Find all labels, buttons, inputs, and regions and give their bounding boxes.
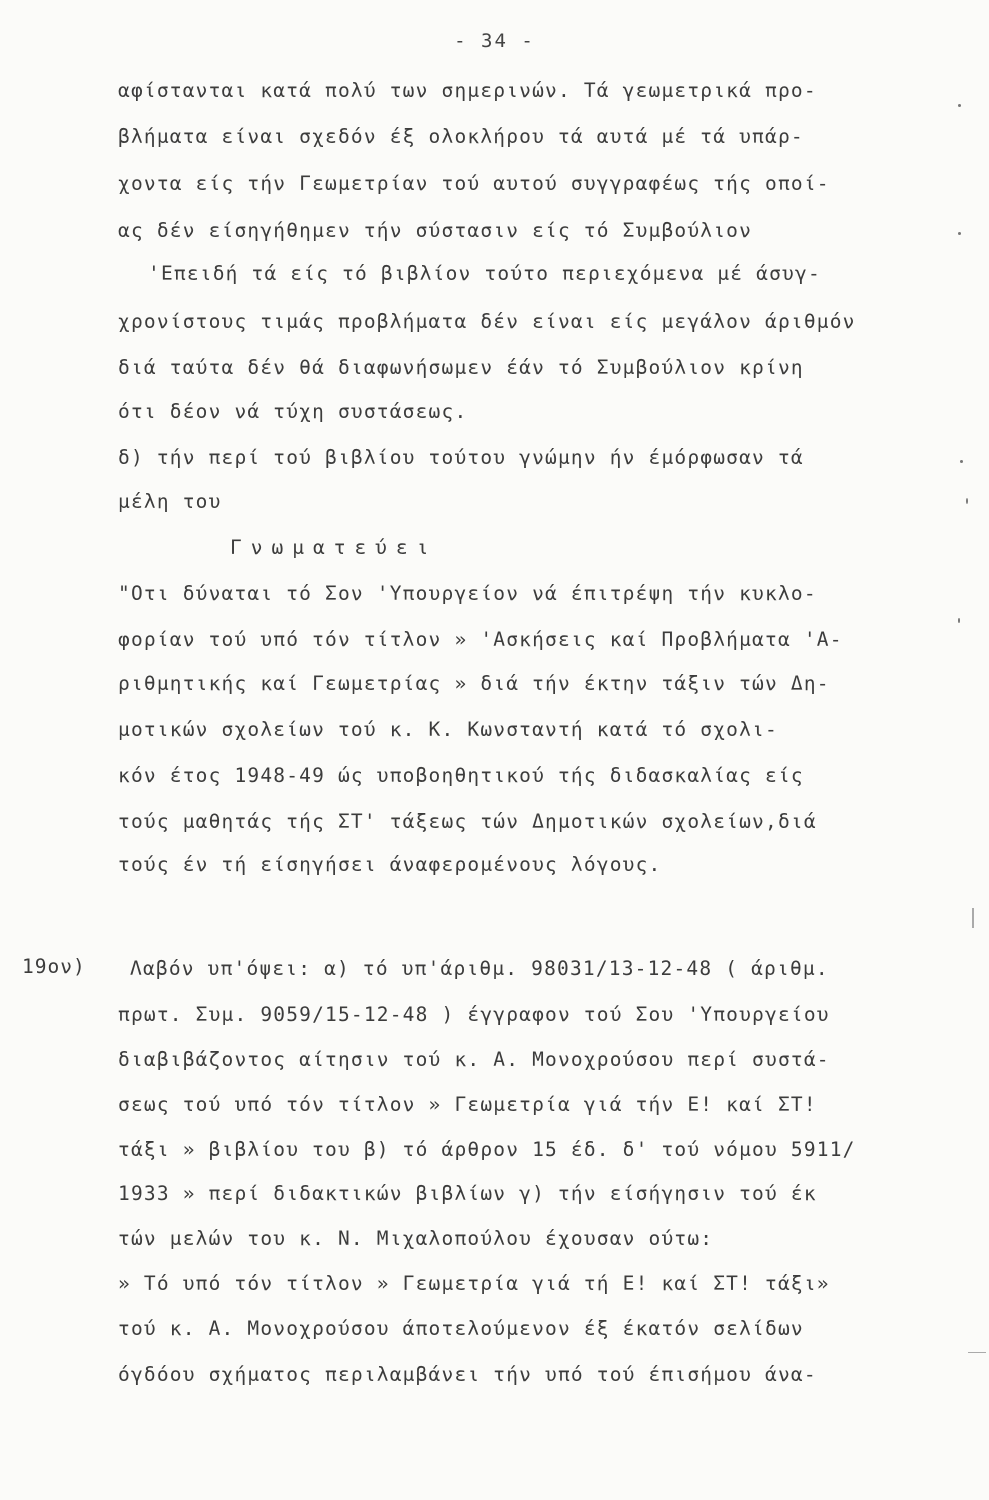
text-line: τούς έν τή είσηγήσει άναφερομένους λόγους. — [118, 853, 662, 876]
text-line: "Οτι δύναται τό Σον 'Υπουργείον νά έπιτρέψη τήν κυκλο- — [118, 582, 817, 605]
scan-speck — [958, 618, 960, 623]
text-line: σεως τού υπό τόν τίτλον » Γεωμετρία γιά τήν Ε! καί ΣΤ! — [118, 1093, 817, 1116]
text-line: ας δέν είσηγήθημεν τήν σύστασιν είς τό Συμβούλιον — [118, 219, 753, 242]
scan-speck — [966, 498, 968, 504]
text-line: » Τό υπό τόν τίτλον » Γεωμετρία γιά τή Ε! καί ΣΤ! τάξι» — [118, 1272, 830, 1295]
scan-speck — [958, 104, 961, 107]
text-line: χοντα είς τήν Γεωμετρίαν τού αυτού συγγραφέως τής οποί- — [118, 172, 830, 195]
text-line: φορίαν τού υπό τόν τίτλον » 'Ασκήσεις καί Προβλήματα 'Α- — [118, 628, 843, 651]
text-line: τάξι » βιβλίου του β) τό άρθρον 15 έδ. δ' τού νόμου 5911/ — [118, 1138, 856, 1161]
section-heading: Γνωματεύει — [230, 536, 438, 559]
text-line: κόν έτος 1948-49 ώς υποβοηθητικού τής διδασκαλίας είς — [118, 764, 804, 787]
text-line: όγδόου σχήματος περιλαμβάνει τήν υπό τού έπισήμου άνα- — [118, 1363, 817, 1386]
text-line: τών μελών του κ. Ν. Μιχαλοπούλου έχουσαν ούτω: — [118, 1227, 714, 1250]
text-line: μοτικών σχολείων τού κ. Κ. Κωνσταντή κατά τό σχολι- — [118, 718, 778, 741]
text-line: διά ταύτα δέν θά διαφωνήσωμεν έάν τό Συμβούλιον κρίνη — [118, 356, 804, 379]
text-line: πρωτ. Συμ. 9059/15-12-48 ) έγγραφον τού Σου 'Υπουργείου — [118, 1003, 830, 1026]
scan-mark — [972, 908, 974, 928]
text-line: τούς μαθητάς τής ΣΤ' τάξεως τών Δημοτικών σχολείων,διά — [118, 810, 817, 833]
text-line: χρονίστους τιμάς προβλήματα δέν είναι είς μεγάλον άριθμόν — [118, 310, 856, 333]
scan-speck — [958, 232, 961, 235]
text-line: 1933 » περί διδακτικών βιβλίων γ) τήν είσήγησιν τού έκ — [118, 1182, 817, 1205]
text-line: τού κ. Α. Μονοχρούσου άποτελούμενον έξ έκατόν σελίδων — [118, 1317, 804, 1340]
scan-mark — [968, 1352, 986, 1353]
text-line: αφίστανται κατά πολύ των σημερινών. Τά γεωμετρικά προ- — [118, 79, 817, 102]
scan-speck — [960, 460, 963, 463]
page-number: - 34 - — [454, 30, 535, 52]
item-marker: 19ον) — [22, 955, 86, 978]
text-line: ότι δέον νά τύχη συστάσεως. — [118, 400, 468, 423]
text-line: μέλη του — [118, 490, 222, 513]
text-line: δ) τήν περί τού βιβλίου τούτου γνώμην ήν έμόρφωσαν τά — [118, 446, 804, 469]
text-line: 'Επειδή τά είς τό βιβλίον τούτο περιεχόμενα μέ άσυγ- — [148, 262, 821, 285]
text-line: διαβιβάζοντος αίτησιν τού κ. Α. Μονοχρούσου περί συστά- — [118, 1048, 830, 1071]
text-line: Λαβόν υπ'όψει: α) τό υπ'άριθμ. 98031/13-12-48 ( άριθμ. — [130, 957, 829, 980]
text-line: βλήματα είναι σχεδόν έξ ολοκλήρου τά αυτά μέ τά υπάρ- — [118, 125, 804, 148]
text-line: ριθμητικής καί Γεωμετρίας » διά τήν έκτην τάξιν τών Δη- — [118, 672, 830, 695]
